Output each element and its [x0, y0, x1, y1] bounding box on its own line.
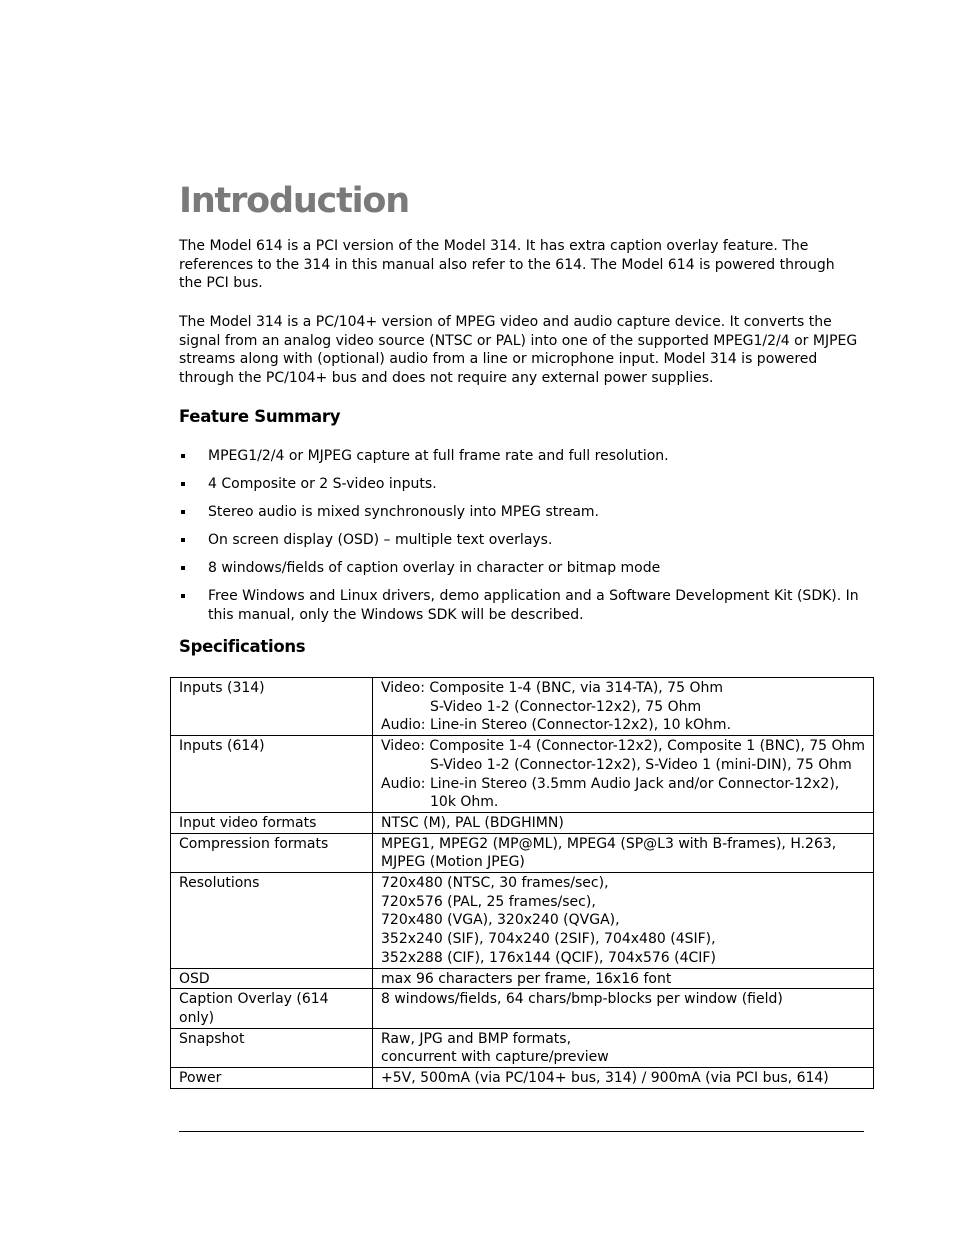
feature-item-text: 8 windows/fields of caption overlay in character or bitmap mode: [208, 560, 661, 577]
specifications-table: [170, 677, 874, 1089]
spec-value-line: Video: Composite 1-4 (Connector-12x2), Composite 1 (BNC), 75 Ohm: [381, 738, 866, 755]
spec-value-line: +5V, 500mA (via PC/104+ bus, 314) / 900mA (via PCI bus, 614): [381, 1070, 829, 1087]
spec-label: Power: [171, 1068, 373, 1089]
spec-value-line: S-Video 1-2 (Connector-12x2), S-Video 1 (mini-DIN), 75 Ohm: [430, 756, 852, 773]
spec-value-line: NTSC (M), PAL (BDGHIMN): [381, 814, 564, 831]
feature-item-text: On screen display (OSD) – multiple text overlays.: [208, 532, 553, 549]
spec-value: [373, 1028, 874, 1067]
spec-label: Inputs (614): [171, 736, 373, 813]
spec-value-line: concurrent with capture/preview: [381, 1049, 609, 1066]
spec-value-line: max 96 characters per frame, 16x16 font: [381, 970, 672, 987]
bullet-square-icon: [181, 566, 185, 570]
footer-rule: [179, 1131, 864, 1132]
feature-item: [179, 475, 869, 494]
intro-paragraph-1: The Model 614 is a PCI version of the Model 314. It has extra caption overlay feature. The references to the 314 in this manual also refer to the 614. The Model 614 is powered through the PCI bus.: [179, 238, 835, 292]
spec-label: Resolutions: [171, 873, 373, 969]
spec-label: OSD: [171, 968, 373, 989]
spec-value-line: Video: Composite 1-4 (BNC, via 314-TA), 75 Ohm: [381, 680, 723, 696]
bullet-square-icon: [181, 594, 185, 598]
spec-value-line: 352x288 (CIF), 176x144 (QCIF), 704x576 (4CIF): [381, 949, 716, 966]
intro-paragraph-2: The Model 314 is a PC/104+ version of MPEG video and audio capture device. It converts the signal from an analog video source (NTSC or PAL) into one of the supported MPEG1/2/4 or MJPEG streams along with (optional) audio from a line or microphone input. Model 314 is powered through the PC/104+ bus and does not require any external power supplies.: [179, 314, 858, 387]
page-title: Introduction: [179, 181, 409, 221]
spec-value-line: 720x480 (NTSC, 30 frames/sec),: [381, 875, 609, 892]
bullet-square-icon: [181, 482, 185, 486]
spec-value-line: 352x240 (SIF), 704x240 (2SIF), 704x480 (4SIF),: [381, 931, 716, 948]
feature-summary-heading: Feature Summary: [179, 407, 341, 426]
spec-label: Input video formats: [171, 812, 373, 833]
spec-value: [373, 1068, 874, 1089]
spec-label: Compression formats: [171, 833, 373, 872]
spec-value: [373, 968, 874, 989]
feature-item: [179, 531, 869, 550]
feature-item: [179, 559, 869, 578]
spec-row: [171, 989, 874, 1028]
spec-row: [171, 1068, 874, 1089]
spec-label: Inputs (314): [171, 678, 373, 736]
feature-list: [179, 447, 869, 634]
feature-item: [179, 447, 869, 466]
spec-label: Snapshot: [171, 1028, 373, 1067]
feature-item-text: 4 Composite or 2 S-video inputs.: [208, 476, 437, 493]
spec-row: [171, 833, 874, 872]
spec-value-line: 10k Ohm.: [430, 794, 499, 811]
spec-value: [373, 989, 874, 1028]
spec-value-line: MPEG1, MPEG2 (MP@ML), MPEG4 (SP@L3 with B-frames), H.263,: [381, 835, 837, 852]
spec-value-line: 8 windows/fields, 64 chars/bmp-blocks per window (field): [381, 991, 783, 1008]
spec-value: [373, 833, 874, 872]
spec-value: [373, 812, 874, 833]
spec-value: [373, 678, 874, 736]
feature-item: [179, 587, 869, 624]
spec-value-line: Raw, JPG and BMP formats,: [381, 1030, 572, 1047]
spec-row: [171, 736, 874, 813]
spec-value: [373, 873, 874, 969]
spec-value-line: 720x480 (VGA), 320x240 (QVGA),: [381, 912, 620, 929]
spec-row: [171, 873, 874, 969]
spec-value-line: MJPEG (Motion JPEG): [381, 854, 525, 871]
feature-item-text: Free Windows and Linux drivers, demo application and a Software Development Kit (SDK). In this manual, only the Windows SDK will be described.: [208, 588, 859, 624]
spec-value-line: Audio: Line-in Stereo (3.5mm Audio Jack and/or Connector-12x2),: [381, 775, 840, 792]
bullet-square-icon: [181, 454, 185, 458]
spec-row: [171, 1028, 874, 1067]
spec-label: Caption Overlay (614 only): [171, 989, 373, 1028]
bullet-square-icon: [181, 510, 185, 514]
feature-item-text: Stereo audio is mixed synchronously into MPEG stream.: [208, 504, 599, 521]
spec-row: [171, 812, 874, 833]
bullet-square-icon: [181, 538, 185, 542]
spec-value: [373, 736, 874, 813]
spec-row: [171, 678, 874, 736]
feature-item-text: MPEG1/2/4 or MJPEG capture at full frame rate and full resolution.: [208, 448, 669, 464]
spec-value-line: S-Video 1-2 (Connector-12x2), 75 Ohm: [430, 698, 702, 715]
spec-value-line: Audio: Line-in Stereo (Connector-12x2), 10 kOhm.: [381, 717, 732, 734]
spec-value-line: 720x576 (PAL, 25 frames/sec),: [381, 893, 596, 910]
feature-item: [179, 503, 869, 522]
specifications-heading: Specifications: [179, 637, 306, 656]
spec-row: [171, 968, 874, 989]
